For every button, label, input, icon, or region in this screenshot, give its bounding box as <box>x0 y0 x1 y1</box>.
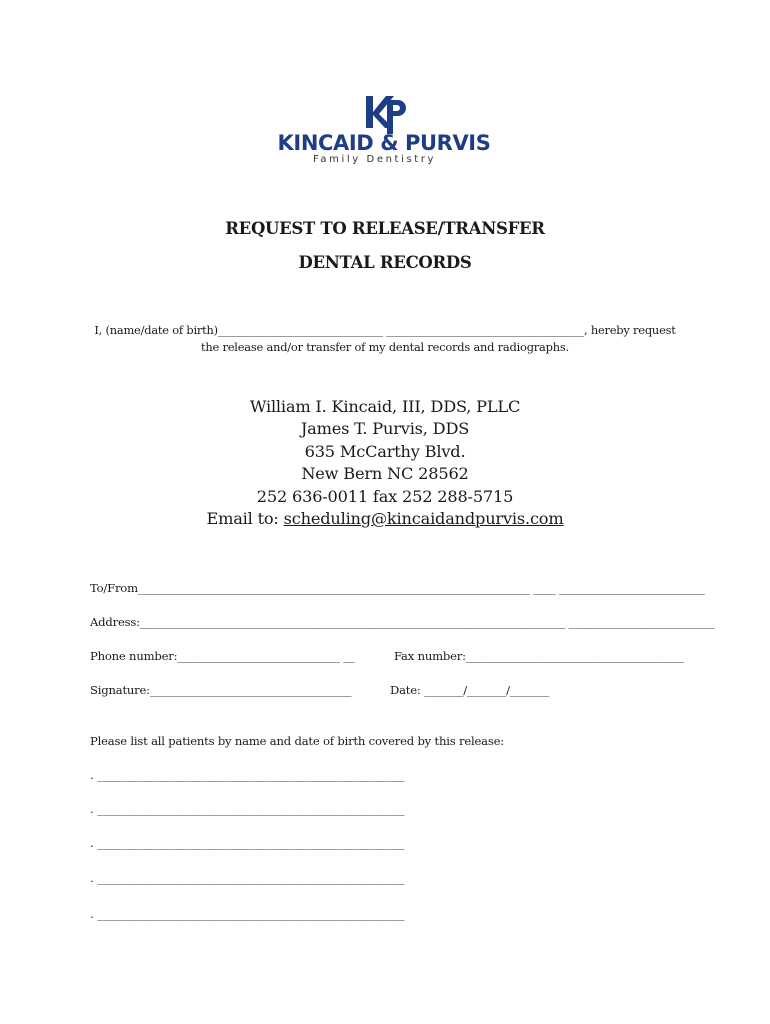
email-label: Email to: <box>206 509 284 528</box>
intro-request-line: the release and/or transfer of my dental records and radiographs. <box>201 340 569 354</box>
doctor-purvis: James T. Purvis, DDS <box>300 419 470 438</box>
address-field[interactable]: Address:____________________________________________________________________________ __________________________ <box>90 615 715 629</box>
patient-line-3[interactable]: . _____________________________________________________ <box>90 836 405 850</box>
fax-number-field[interactable]: Fax number:_______________________________________ <box>394 649 685 663</box>
office-street: 635 McCarthy Blvd. <box>304 442 466 461</box>
doctor-kincaid: William I. Kincaid, III, DDS, PLLC <box>249 397 521 416</box>
patient-line-4[interactable]: . _____________________________________________________ <box>90 871 405 885</box>
patient-line-2[interactable]: . _____________________________________________________ <box>90 802 405 816</box>
signature-field[interactable]: Signature:____________________________________ <box>90 683 352 697</box>
to-from-field[interactable]: To/From______________________________________________________________________ ____ __________________________ <box>90 581 705 595</box>
form-title-line2: DENTAL RECORDS <box>298 253 472 272</box>
office-email-line <box>0 509 770 528</box>
phone-number-field[interactable]: Phone number:_____________________________ __ <box>90 649 355 663</box>
form-title-line1: REQUEST TO RELEASE/TRANSFER <box>225 219 545 238</box>
kp-logo-icon <box>362 94 408 134</box>
email-link[interactable]: scheduling@kincaidandpurvis.com <box>283 509 564 528</box>
office-phone-fax: 252 636-0011 fax 252 288-5715 <box>256 487 514 506</box>
intro-name-dob-line: I, (name/date of birth)______________________________ ____________________________________, hereby request <box>94 323 676 337</box>
practice-name-logo: KINCAID & PURVIS <box>277 131 491 155</box>
office-city: New Bern NC 28562 <box>301 464 469 483</box>
date-field[interactable]: Date: _______/_______/_______ <box>390 683 550 697</box>
patient-line-1[interactable]: . _____________________________________________________ <box>90 768 405 782</box>
patients-list-label: Please list all patients by name and date of birth covered by this release: <box>90 734 504 748</box>
patient-line-5[interactable]: . _____________________________________________________ <box>90 907 405 921</box>
practice-tagline: Family Dentistry <box>313 154 437 165</box>
